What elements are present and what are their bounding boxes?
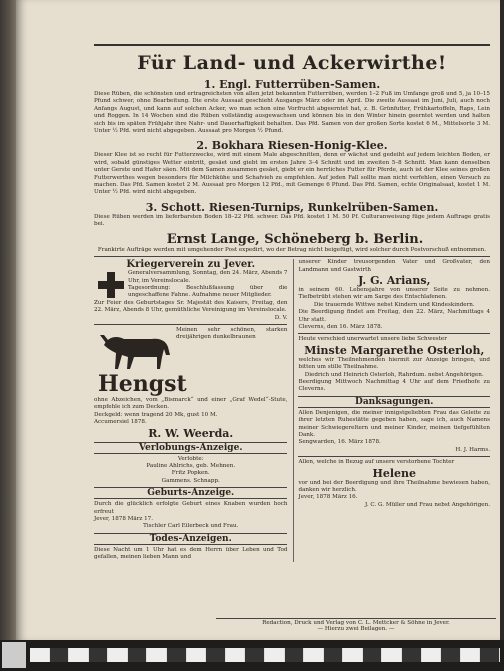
obit-2-funeral: Beerdigung Mittwoch Nachmittag 4 Uhr auf dem Friedhofe zu Cleverns. <box>298 378 490 393</box>
hengst-word: Hengst <box>98 370 187 397</box>
section-3-title: 3. Schott. Riesen-Turnips, Runkelrüben-Samen. <box>145 200 439 214</box>
todes-title: Todes-Anzeigen. <box>94 533 287 545</box>
divider <box>298 333 490 334</box>
verlobung-title: Verlobungs-Anzeige. <box>94 442 287 454</box>
obit-1-funeral: Die Beerdigung findet am Freitag, den 22. März, Nachmittags 4 Uhr statt. <box>298 309 490 323</box>
obit-2-text: Heute verschied unerwartet unsere liebe Schwester <box>298 336 447 343</box>
obit-2-name: Minste Margarethe Osterloh, <box>304 343 485 357</box>
library-logo-icon <box>2 642 26 668</box>
geburt-title: Geburts-Anzeige. <box>94 487 287 499</box>
verlobung-label: Verlobte: <box>177 455 204 462</box>
firm-block <box>94 232 490 247</box>
hengst-fee: Deckgeld: wenn tragend 20 Mk, gust 10 M. <box>94 411 218 418</box>
hengst-text: ohne Abzeichen, vom „Bismarck“ und einer „Graf Wedel“-Stute, empfehle ich zum Decken. <box>94 396 288 411</box>
todes-text: Diese Nacht um 1 Uhr hat es dem Herrn über Leben und Tod gefallen, meinen lieben Mann und <box>94 546 288 561</box>
hengst-place: Accumersiel 1878. <box>94 419 147 426</box>
krieger-text2: Zur Feier des Geburtstages Sr. Majestät des Kaisers, Freitag, den 22. März, Abends 8 Uhr, gemüthliche Vereinigung im Vereinslocale. <box>94 299 288 314</box>
obit-2-sign: Diedrich und Heinrich Osterloh, Rahrdum. nebst Angehörigen. <box>304 371 484 378</box>
obit-1-text-b: in seinem 60. Lebensjahre von unserer Seite zu nehmen. Tiefbetrübt stehen wir am Sarge des Entschlafenen. <box>298 286 490 301</box>
book-spine <box>0 0 16 671</box>
section-2-title: 2. Bokhara Riesen-Honig-Klee. <box>196 139 388 153</box>
section-1-text: Diese Rüben, die schönsten und ertragreichsten von allen jetzt bekannten Futterrüben, werden 1–2 Fuß im Umfange groß und 5, ja 10–15 Pfund schwer, ohne Bearbeitung. Die erste Aussaat geschieht Ausgangs März oder im April. Die zweite Aussaat im Juni, Juli, auch noch Anfangs August, und kann auf solchen Acker, wo man schon eine Vorfrucht abgeerntet hat, z. B. Grünfutter, Frühkartoffeln, Raps, Lein und Roggen. In 14 Wochen sind die Rüben vollständig ausgewachsen und können bis in den Winter hinein geerntet werden und halten sich bis im späten Frühjahr ihre Nahr- und Dauerhaftigkeit behalten. Das Pfd. Samen von der großen Sorte kostet 6 M., Mittelsorte 3 M. Unter ½ Pfd. wird nicht abgegeben. Aussaat pro Morgen ½ Pfund. <box>94 91 490 135</box>
krieger-sub: Generalversammlung, Sonntag, den 24. März, Abends 7 Uhr, im Vereinslocale. <box>128 270 288 284</box>
divider <box>94 256 490 257</box>
ad-headline: Für Land- und Ackerwirthe! <box>94 44 490 74</box>
ruler-scale <box>30 648 500 662</box>
hengst-ad <box>94 327 287 371</box>
scan-color-ruler <box>0 640 504 671</box>
verlobung-places: Gammens. Schnapp. <box>161 477 220 484</box>
geburt-name: Tischler Carl Eilerbeck und Frau. <box>143 523 239 530</box>
page-content <box>94 44 490 640</box>
verlobung-person-2: Fritz Popken. <box>171 470 210 477</box>
obit-1-mourners: Die trauernde Wittwe nebst Kindern und Kindeskindern. <box>313 301 475 308</box>
section-1-title: 1. Engl. Futterrüben-Samen. <box>203 78 381 91</box>
obit-2-text-b: welches wir Theilnehmenden hiermit zur Anzeige bringen, und bitten um stille Theilnahme. <box>298 356 490 371</box>
hengst-side: Meinen sehr schönen, starken dreijährigen dunkelbraunen <box>176 326 288 341</box>
section-2-text: Dieser Klee ist so recht für Futterzwecke, wird mit einem Male abgeschnitten, denn er wächst und gedeiht auf jedem leichten Boden, er wird, sobald günstiges Wetter eintritt, gesäet und giebt im ersten Jahre 3–4 Schnitt und im zweiten 5–8 Schnitt. Man kann denselben unter Gerste und Hafer säen. Mit dem Samen zusammen gesäet, giebt er ein herrliches Futter für Pferde, auch ist der Klee seines großen Futterwerthes wegen besonders für Milchkühe und Schafvieh zu empfehlen. Auf jeden Fall sollte man nicht verfehlen, einen Versuch zu machen. Das Pfd. Samen kostet 2 M. Aussaat pro Morgen 12 Pfd., mit Gemenge 6 Pfund. Das Pfd. Samen, echte Originalsaat, kostet 1 M. Unter ½ Pfd. wird nicht abgegeben. <box>94 152 490 196</box>
section-3-text: Diese Rüben werden im lieferbarsten Boden 18–22 Pfd. schwer. Das Pfd. kostet 1 M. 50 Pf. Culturanweisung füge jedem Auftrage gratis bei. <box>94 213 490 228</box>
dank-name: H. J. Harms. <box>455 446 490 453</box>
imprint-line-1: Redaction, Druck und Verlag von C. L. Mettcker & Söhne in Jever. <box>262 620 450 626</box>
geburt-place: Jever, 1878 März 17. <box>94 516 154 522</box>
obit-1-name: J. G. Arians, <box>358 273 431 287</box>
obit-1-text: unserer Kinder treusorgenden Vater und Großvater, den Landmann und Gastwirth <box>298 259 490 273</box>
dank2-text: Allen, welche in Bezug auf unsere verstorbene Tochter <box>298 459 455 466</box>
dank2-sign: J. C. G. Müller und Frau nebst Angehörigen. <box>365 501 490 508</box>
krieger-sign: D. V. <box>274 314 288 321</box>
dank-text: Allen Denjenigen, die meiner innigstgeliebten Frau das Geleite zu ihrer letzten Ruhestätte gegeben haben, sage ich, auch Namens meiner Schwiegereltern und meiner Kinder, meinen tiefgefühlten Dank. <box>298 409 490 438</box>
firm-name: Ernst Lange, Schöneberg b. Berlin. <box>166 231 424 247</box>
divider <box>298 456 490 457</box>
dank2-place: Jever, 1878 März 16. <box>298 494 358 501</box>
krieger-title: Kriegerverein zu Jever. <box>126 259 256 271</box>
dank-place: Sengwarden, 16. März 1878. <box>298 439 381 446</box>
two-column-area <box>94 259 490 562</box>
dank2-name: Helene <box>372 466 417 480</box>
obit-1-place: Cleverns, den 16. März 1878. <box>298 323 383 330</box>
dank2-text-b: vor und bei der Beerdigung und ihre Theilnahme bewiesen haben, danken wir herzlich. <box>298 479 490 494</box>
verlobung-person-1: Pauline Ahlrichs, geb. Mehnen. <box>146 462 236 469</box>
geburt-text: Durch die glücklich erfolgte Geburt eines Knaben wurden hoch erfreut <box>94 501 288 515</box>
krieger-text: Tagesordnung: Beschlußfassung über die ungeschaffene Fahne. Aufnahme neuer Mitglieder. <box>128 284 288 299</box>
right-column <box>293 259 490 562</box>
firm-text: Frankirte Aufträge werden mit umgehender Post expedirt, wo der Betrag nicht beigefügt, wird solcher durch Postvorschuß entnommen. <box>97 246 487 253</box>
horse-icon <box>94 327 176 371</box>
dank-title: Danksagungen. <box>298 396 490 408</box>
left-column <box>94 259 287 562</box>
divider <box>94 324 287 325</box>
newspaper-page <box>16 0 500 640</box>
iron-cross-icon <box>98 272 124 298</box>
hengst-owner: R. W. Weerda. <box>148 426 234 440</box>
imprint <box>216 618 496 632</box>
imprint-line-2: — Hierzu zwei Beilagen. — <box>317 626 395 632</box>
